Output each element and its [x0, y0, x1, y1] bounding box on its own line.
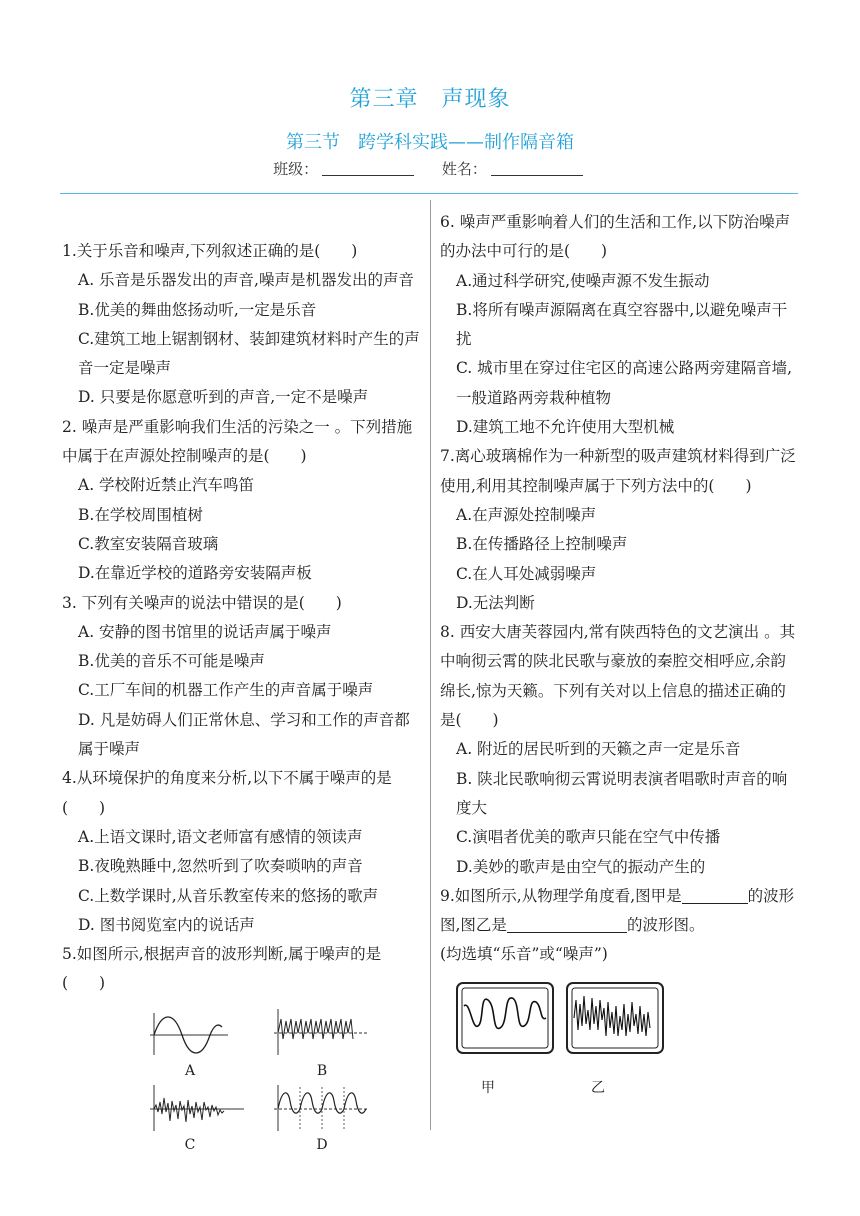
q9-text-1: 9.如图所示,从物理学角度看,图甲是: [440, 886, 682, 905]
waveform-label-jia: 甲: [481, 1079, 495, 1096]
waveform-jia: [456, 982, 554, 1054]
option-d: D. 只要是你愿意听到的声音,一定不是噪声: [78, 388, 369, 407]
option-a: A.在声源处控制噪声: [456, 505, 597, 524]
name-blank[interactable]: [491, 161, 583, 176]
option-c: C.建筑工地上锯割钢材、装卸建筑材料时产生的声音一定是噪声: [78, 329, 420, 378]
student-info: [0, 158, 860, 179]
right-column: [440, 208, 800, 1110]
waveform-label-c: C: [184, 1136, 196, 1153]
waveform-b: [274, 1007, 370, 1057]
waveform-label-b: B: [316, 1062, 328, 1079]
option-d: D.建筑工地不允许使用大型机械: [456, 418, 675, 437]
waveform-figure-q5: [62, 1005, 422, 1155]
option-a: A.通过科学研究,使噪声源不发生振动: [456, 271, 710, 290]
option-b: B.在传播路径上控制噪声: [456, 535, 628, 554]
left-column: [62, 237, 422, 1155]
q9-note: (均选填“乐音”或“噪声”): [440, 945, 608, 964]
option-d: D.无法判断: [456, 593, 535, 612]
waveform-yi: [566, 982, 664, 1054]
option-c: C.演唱者优美的歌声只能在空气中传播: [456, 828, 721, 847]
option-b: B.优美的舞曲悠扬动听,一定是乐音: [78, 300, 317, 319]
question-3: [62, 589, 422, 765]
question-stem: 3. 下列有关噪声的说法中错误的是( ): [62, 593, 342, 612]
question-stem: 4.从环境保护的角度来分析,以下不属于噪声的是( ): [62, 769, 392, 817]
option-c: C.工厂车间的机器工作产生的声音属于噪声: [78, 681, 374, 700]
name-label: 姓名：: [441, 160, 487, 178]
option-c: C. 城市里在穿过住宅区的高速公路两旁建隔音墙,一般道路两旁栽种植物: [456, 359, 793, 407]
question-9: [440, 882, 800, 1110]
answer-blank-yi[interactable]: [507, 917, 627, 933]
option-a: A. 附近的居民听到的天籁之声一定是乐音: [456, 740, 741, 759]
option-a: A. 安静的图书馆里的说话声属于噪声: [78, 622, 332, 641]
section-title: 第三节 跨学科实践——制作隔音箱: [286, 132, 574, 153]
question-stem: 5.如图所示,根据声音的波形判断,属于噪声的是( ): [62, 945, 382, 993]
option-b: B.将所有噪声源隔离在真空容器中,以避免噪声干扰: [456, 300, 788, 349]
waveform-figure-q9: [440, 980, 800, 1110]
option-b: B.夜晚熟睡中,忽然听到了吹奏唢呐的声音: [78, 857, 363, 876]
option-a: A.上语文课时,语文老师富有感情的领读声: [78, 827, 363, 846]
question-8: [440, 618, 800, 882]
q9-text-3: 的波形图。: [626, 916, 705, 935]
option-c: C.在人耳处减弱噪声: [456, 564, 597, 583]
question-7: [440, 442, 800, 618]
option-d: D.美妙的歌声是由空气的振动产生的: [456, 857, 706, 876]
option-b: B.优美的音乐不可能是噪声: [78, 652, 265, 671]
question-5: [62, 940, 422, 1155]
option-d: D. 图书阅览室内的说话声: [78, 915, 255, 934]
option-a: A. 乐音是乐器发出的声音,噪声是机器发出的声音: [78, 271, 414, 290]
question-stem: 6. 噪声严重影响着人们的生活和工作,以下防治噪声的办法中可行的是( ): [440, 213, 791, 261]
answer-blank-jia[interactable]: [682, 888, 748, 904]
waveform-label-d: D: [316, 1136, 328, 1153]
question-4: [62, 764, 422, 940]
option-b: B. 陕北民歌响彻云霄说明表演者唱歌时声音的响度大: [456, 769, 788, 817]
question-stem: [440, 882, 800, 941]
waveform-label-yi: 乙: [591, 1079, 605, 1096]
waveform-a: [150, 1009, 230, 1059]
header-rule: [60, 193, 798, 194]
question-stem: 2. 噪声是严重影响我们生活的污染之一 。下列措施中属于在声源处控制噪声的是( ): [62, 417, 413, 466]
waveform-c: [150, 1083, 246, 1133]
waveform-d: [274, 1083, 370, 1133]
question-stem: 8. 西安大唐芙蓉园内,常有陕西特色的文艺演出 。其中响彻云霄的陕北民歌与豪放的秦腔交相呼应,余韵绵长,惊为天籁。下列有关对以上信息的描述正确的是( ): [440, 623, 796, 730]
question-2: [62, 413, 422, 589]
class-label: 班级：: [273, 160, 319, 178]
option-a: A. 学校附近禁止汽车鸣笛: [78, 476, 255, 495]
option-b: B.在学校周围植树: [78, 505, 203, 524]
question-stem: 7.离心玻璃棉作为一种新型的吸声建筑材料得到广泛使用,利用其控制噪声属于下列方法中的( ): [440, 447, 796, 495]
waveform-label-a: A: [184, 1062, 196, 1079]
option-c: C.上数学课时,从音乐教室传来的悠扬的歌声: [78, 886, 379, 905]
option-d: D.在靠近学校的道路旁安装隔声板: [78, 564, 312, 583]
chapter-title: 第三章 声现象: [349, 87, 511, 112]
question-6: [440, 208, 800, 442]
option-c: C.教室安装隔音玻璃: [78, 534, 219, 553]
question-1: [62, 237, 422, 413]
option-d: D. 凡是妨碍人们正常休息、学习和工作的声音都属于噪声: [78, 710, 410, 759]
class-blank[interactable]: [322, 161, 414, 176]
column-divider: [430, 200, 431, 1130]
question-stem: 1.关于乐音和噪声,下列叙述正确的是( ): [62, 242, 358, 260]
q9-text-2: 的波形图,图乙是: [440, 886, 795, 935]
